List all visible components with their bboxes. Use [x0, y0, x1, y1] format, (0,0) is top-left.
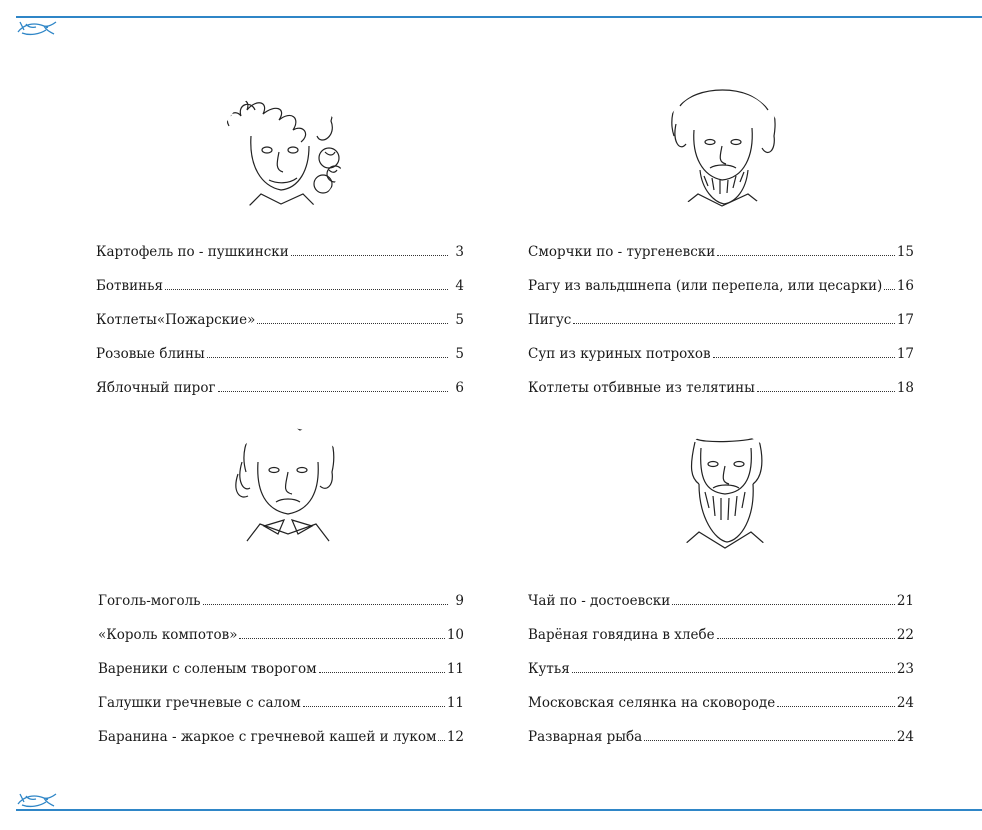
dot-leader: [572, 662, 895, 673]
toc-entry[interactable]: [96, 346, 464, 380]
toc-entry-page: 5: [455, 346, 464, 362]
toc-entry-title: Чай по - достоевски: [528, 593, 671, 609]
toc-entry-title: Баранина - жаркое с гречневой кашей и луком: [98, 729, 437, 745]
toc-entry[interactable]: [528, 312, 914, 346]
toc-entry[interactable]: [96, 278, 464, 312]
toc-entry-title: Рагу из вальдшнепа (или перепела, или цесарки): [528, 278, 883, 294]
toc-entry-page: 11: [446, 661, 464, 677]
toc-entry[interactable]: [528, 593, 914, 627]
dot-leader: [713, 347, 895, 358]
dot-leader: [291, 245, 448, 256]
toc-entry[interactable]: [96, 244, 464, 278]
toc-entry[interactable]: [528, 244, 914, 278]
toc-entry-page: 9: [455, 593, 464, 609]
toc-entry-page: 5: [455, 312, 464, 328]
dot-leader: [573, 313, 894, 324]
dot-leader: [672, 594, 895, 605]
toc-entry-page: 12: [446, 729, 464, 745]
toc-entry-title: Варёная говядина в хлебе: [528, 627, 715, 643]
toc-entry[interactable]: [528, 661, 914, 695]
dot-leader: [203, 594, 448, 605]
toc-entry[interactable]: [98, 627, 464, 661]
toc-entry-title: Кутья: [528, 661, 570, 677]
toc-entry-page: 11: [446, 695, 464, 711]
dot-leader: [884, 279, 895, 290]
toc-entry-title: Яблочный пирог: [96, 380, 216, 396]
dot-leader: [207, 347, 448, 358]
toc-entry[interactable]: [98, 661, 464, 695]
dot-leader: [257, 313, 448, 324]
toc-entry-title: Ботвинья: [96, 278, 163, 294]
toc-entry-title: Пигус: [528, 312, 572, 328]
toc-entry-page: 6: [455, 380, 464, 396]
toc-section-2: [528, 244, 914, 414]
toc-entry-page: 16: [896, 278, 914, 294]
fish-ornament-icon: [16, 790, 58, 810]
toc-entry[interactable]: [528, 380, 914, 414]
dot-leader: [438, 730, 444, 741]
man-with-bow-tie-portrait-icon: [220, 408, 370, 558]
toc-entry-page: 18: [896, 380, 914, 396]
toc-entry-title: Разварная рыба: [528, 729, 643, 745]
dot-leader: [757, 381, 895, 392]
dot-leader: [717, 245, 895, 256]
toc-section-3: [98, 593, 464, 763]
toc-entry-title: «Король компотов»: [98, 627, 238, 643]
toc-entry[interactable]: [528, 346, 914, 380]
bearded-man-portrait-icon: [650, 66, 800, 216]
dot-leader: [218, 381, 448, 392]
toc-entry-title: Розовые блины: [96, 346, 205, 362]
toc-section-1: [96, 244, 464, 414]
toc-entry[interactable]: [528, 627, 914, 661]
top-rule: [16, 16, 982, 18]
dot-leader: [303, 696, 445, 707]
toc-entry-title: Котлеты«Пожарские»: [96, 312, 256, 328]
toc-entry[interactable]: [98, 593, 464, 627]
dot-leader: [717, 628, 895, 639]
toc-entry-page: 24: [896, 695, 914, 711]
bottom-rule: [16, 809, 982, 811]
toc-entry-title: Вареники с соленым творогом: [98, 661, 317, 677]
toc-entry[interactable]: [528, 278, 914, 312]
toc-entry-title: Котлеты отбивные из телятины: [528, 380, 755, 396]
toc-entry[interactable]: [96, 380, 464, 414]
toc-entry[interactable]: [528, 729, 914, 763]
dot-leader: [239, 628, 444, 639]
dot-leader: [165, 279, 448, 290]
toc-entry-page: 22: [896, 627, 914, 643]
dot-leader: [644, 730, 895, 741]
toc-entry-page: 10: [446, 627, 464, 643]
toc-entry-page: 21: [896, 593, 914, 609]
dot-leader: [319, 662, 445, 673]
toc-entry[interactable]: [98, 695, 464, 729]
bearded-man-with-cap-portrait-icon: [655, 408, 805, 558]
toc-entry-title: Московская селянка на сковороде: [528, 695, 776, 711]
toc-entry-page: 3: [455, 244, 464, 260]
toc-entry-title: Картофель по - пушкински: [96, 244, 289, 260]
toc-entry-page: 15: [896, 244, 914, 260]
toc-entry-page: 17: [896, 346, 914, 362]
toc-entry-title: Суп из куриных потрохов: [528, 346, 711, 362]
toc-entry-page: 23: [896, 661, 914, 677]
toc-section-4: [528, 593, 914, 763]
toc-entry-title: Гоголь-моголь: [98, 593, 201, 609]
toc-entry-title: Галушки гречневые с салом: [98, 695, 301, 711]
toc-entry-page: 17: [896, 312, 914, 328]
toc-entry-page: 4: [455, 278, 464, 294]
curly-haired-man-with-flowers-portrait-icon: [211, 66, 361, 216]
toc-entry[interactable]: [528, 695, 914, 729]
toc-entry-page: 24: [896, 729, 914, 745]
fish-ornament-icon: [16, 18, 58, 38]
toc-entry[interactable]: [96, 312, 464, 346]
toc-entry-title: Сморчки по - тургеневски: [528, 244, 716, 260]
toc-entry[interactable]: [98, 729, 464, 763]
dot-leader: [777, 696, 895, 707]
